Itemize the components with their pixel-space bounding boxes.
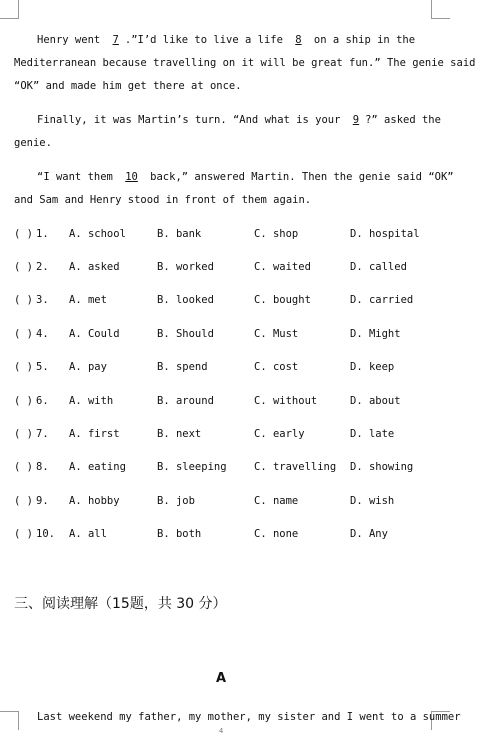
option-a: A. Could — [69, 328, 120, 340]
answer-bracket: ( ) — [14, 294, 33, 306]
option-c: C. shop — [254, 228, 299, 240]
question-row — [14, 394, 434, 408]
option-b: B. spend — [157, 361, 208, 373]
question-number: 9. — [36, 495, 49, 507]
question-row — [14, 460, 434, 474]
option-b: B. next — [157, 428, 202, 440]
text: “I want them — [37, 171, 120, 183]
answer-bracket: ( ) — [14, 361, 33, 373]
answer-bracket: ( ) — [14, 495, 33, 507]
question-number: 6. — [36, 395, 49, 407]
option-a: A. hobby — [69, 495, 120, 507]
question-number: 8. — [36, 461, 49, 473]
option-d: D. hospital — [350, 228, 420, 240]
crop-mark-top-right — [431, 0, 450, 19]
option-d: D. keep — [350, 361, 395, 373]
question-number: 5. — [36, 361, 49, 373]
question-number: 4. — [36, 328, 49, 340]
option-c: C. bought — [254, 294, 311, 306]
question-row — [14, 227, 434, 241]
passage-line: genie. — [14, 137, 52, 149]
passage-line: Mediterranean because travelling on it will be great fun.” The genie said — [14, 57, 476, 69]
option-d: D. called — [350, 261, 407, 273]
passage-title: A — [216, 671, 227, 686]
page-number: 4 — [219, 727, 224, 735]
section-heading: 三、阅读理解（15题，共 30 分） — [14, 596, 227, 612]
option-a: A. pay — [69, 361, 107, 373]
crop-mark-top-left — [0, 0, 19, 19]
answer-bracket: ( ) — [14, 428, 33, 440]
option-b: B. sleeping — [157, 461, 227, 473]
passage-line — [37, 170, 457, 184]
question-row — [14, 260, 434, 274]
answer-bracket: ( ) — [14, 261, 33, 273]
option-c: C. early — [254, 428, 305, 440]
option-b: B. worked — [157, 261, 214, 273]
question-row — [14, 293, 434, 307]
text: .”I’d like to live a life — [124, 34, 290, 46]
question-row — [14, 427, 434, 441]
crop-mark-bottom-left — [0, 711, 19, 730]
option-c: C. without — [254, 395, 318, 407]
question-number: 7. — [36, 428, 49, 440]
question-row — [14, 527, 434, 541]
question-number: 3. — [36, 294, 49, 306]
option-a: A. school — [69, 228, 126, 240]
option-d: D. carried — [350, 294, 414, 306]
option-b: B. both — [157, 528, 202, 540]
blank-8: 8 — [295, 34, 302, 46]
text: ?” asked the — [365, 114, 441, 126]
option-a: A. asked — [69, 261, 120, 273]
answer-bracket: ( ) — [14, 528, 33, 540]
option-d: D. Any — [350, 528, 388, 540]
answer-bracket: ( ) — [14, 328, 33, 340]
question-number: 1. — [36, 228, 49, 240]
passage-line: “OK” and made him get there at once. — [14, 80, 242, 92]
option-d: D. showing — [350, 461, 414, 473]
option-c: C. none — [254, 528, 299, 540]
blank-9: 9 — [352, 114, 360, 126]
option-b: B. job — [157, 495, 195, 507]
option-a: A. with — [69, 395, 114, 407]
option-a: A. all — [69, 528, 107, 540]
blank-7: 7 — [112, 34, 119, 46]
option-b: B. looked — [157, 294, 214, 306]
option-a: A. eating — [69, 461, 126, 473]
option-b: B. Should — [157, 328, 214, 340]
passage-line — [37, 33, 457, 47]
question-row — [14, 360, 434, 374]
option-d: D. Might — [350, 328, 401, 340]
option-d: D. wish — [350, 495, 395, 507]
option-c: C. cost — [254, 361, 299, 373]
passage-line — [37, 113, 457, 127]
option-c: C. name — [254, 495, 299, 507]
text: Finally, it was Martin’s turn. “And what is your — [37, 114, 347, 126]
question-number: 10. — [36, 528, 55, 540]
option-d: D. late — [350, 428, 395, 440]
text: back,” answered Martin. Then the genie said “OK” — [143, 171, 454, 183]
option-c: C. travelling — [254, 461, 337, 473]
option-a: A. first — [69, 428, 120, 440]
question-number: 2. — [36, 261, 49, 273]
answer-bracket: ( ) — [14, 395, 33, 407]
passage-line: and Sam and Henry stood in front of them again. — [14, 194, 312, 206]
text: on a ship in the — [307, 34, 416, 46]
option-d: D. about — [350, 395, 401, 407]
option-b: B. around — [157, 395, 214, 407]
answer-bracket: ( ) — [14, 461, 33, 473]
text: Henry went — [37, 34, 107, 46]
option-c: C. Must — [254, 328, 299, 340]
passage-line: Last weekend my father, my mother, my sister and I went to a summer — [37, 711, 461, 723]
question-row — [14, 494, 434, 508]
blank-10: 10 — [125, 171, 138, 183]
question-row — [14, 327, 434, 341]
option-b: B. bank — [157, 228, 202, 240]
option-c: C. waited — [254, 261, 311, 273]
answer-bracket: ( ) — [14, 228, 33, 240]
option-a: A. met — [69, 294, 107, 306]
